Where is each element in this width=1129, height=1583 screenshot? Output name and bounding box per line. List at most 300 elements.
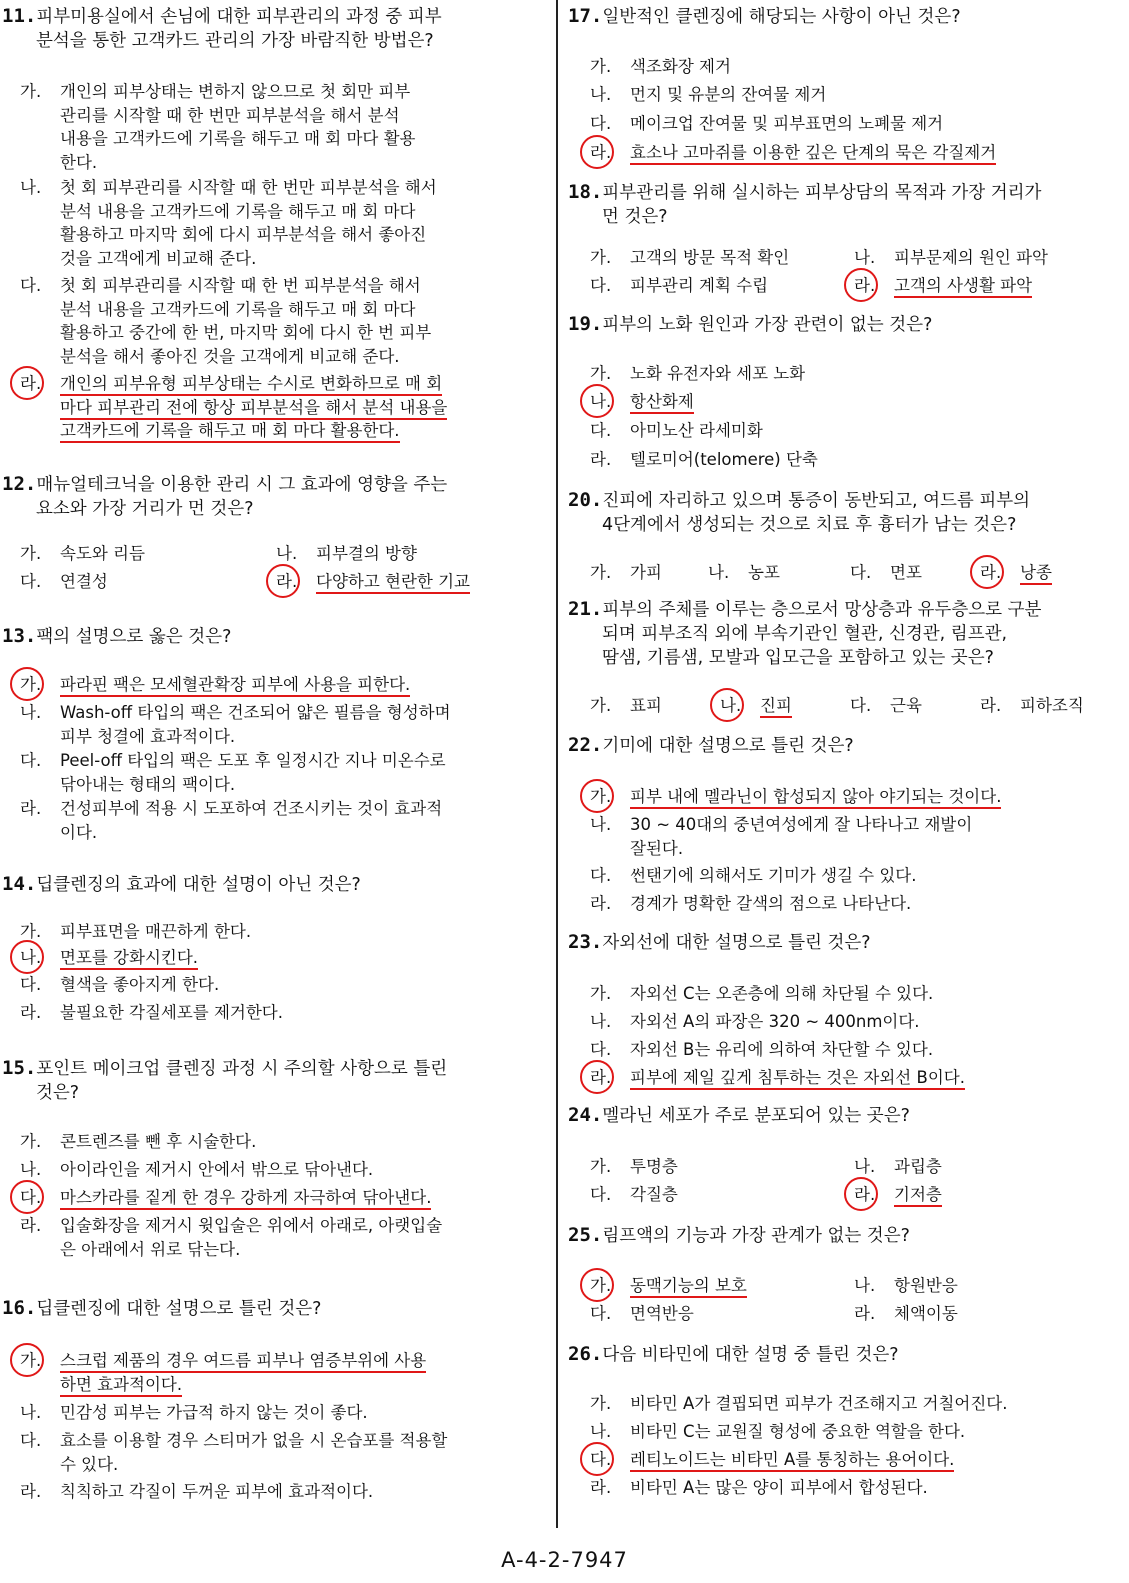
answer-option (20, 80, 540, 174)
option-text (590, 83, 1118, 107)
answer-option (590, 892, 1118, 916)
option-text (590, 1183, 844, 1207)
option-text-line: 면포 (890, 563, 922, 582)
option-text-line: 은 아래에서 위로 닦는다. (60, 1239, 241, 1259)
option-text (590, 1476, 1118, 1500)
option-text-line: 고객의 방문 목적 확인 (630, 248, 790, 267)
question-text-line: 팩의 설명으로 옳은 것은? (36, 627, 232, 647)
option-marker: 가. (590, 1394, 612, 1413)
option-text-line: 다양하고 현란한 기교 (316, 572, 470, 594)
option-text (590, 390, 1118, 414)
option-marker: 다. (20, 975, 42, 994)
option-text-line: 항산화제 (630, 392, 694, 414)
option-text-line: 효소를 이용할 경우 스티머가 없을 시 온습포를 적용할 (60, 1431, 448, 1450)
page-footer-code: A-4-2-7947 (501, 1548, 628, 1572)
option-text (590, 1010, 1118, 1034)
answer-option (590, 1448, 1118, 1472)
option-text-line: 민감성 피부는 가급적 하지 않는 것이 좋다. (60, 1403, 368, 1422)
option-text (590, 419, 1118, 443)
option-text-line: 피부 청결에 효과적이다. (60, 726, 236, 746)
question-text-line: 요소와 가장 거리가 먼 것은? (36, 499, 254, 519)
question-16 (2, 1296, 542, 1321)
option-text (854, 1302, 1118, 1326)
option-text (20, 1480, 540, 1504)
option-text (20, 701, 540, 748)
answer-option (590, 1066, 1118, 1090)
option-text-line: 효소나 고마쥐를 이용한 깊은 단계의 묵은 각질제거 (630, 143, 996, 165)
option-text (590, 785, 1118, 809)
question-number: 24. (568, 1104, 603, 1126)
question-number: 20. (568, 489, 603, 511)
option-marker: 다. (590, 1040, 612, 1059)
option-text-line: 분석 내용을 고객카드에 기록을 해두고 매 회 마다 (60, 299, 416, 319)
option-text-line: 텔로미어(telomere) 단축 (630, 450, 818, 469)
option-marker: 다. (590, 276, 612, 295)
question-number: 25. (568, 1224, 603, 1246)
option-marker: 라. (854, 1185, 876, 1204)
option-text-line: 표피 (630, 696, 662, 715)
question-text-line: 되며 피부조직 외에 부속기관인 혈관, 신경관, 림프관, (602, 624, 1008, 644)
option-marker: 가. (20, 1132, 42, 1151)
option-marker: 라. (276, 572, 298, 591)
option-text (590, 864, 1118, 888)
question-number: 26. (568, 1343, 603, 1365)
option-text (590, 1392, 1118, 1416)
option-marker: 라. (854, 1304, 876, 1323)
option-text-line: 먼지 및 유분의 잔여물 제거 (630, 85, 827, 104)
option-marker: 다. (850, 563, 872, 582)
answer-option (20, 274, 540, 368)
option-text (20, 797, 540, 844)
option-text-line: 각질층 (630, 1185, 678, 1204)
option-text (590, 55, 1118, 79)
option-text (590, 1302, 844, 1326)
answer-circle-mark (580, 1442, 614, 1476)
answer-circle-mark (970, 555, 1004, 589)
option-text (590, 813, 1118, 860)
option-marker: 다. (850, 696, 872, 715)
option-text (854, 274, 1118, 298)
answer-option (590, 1038, 1118, 1062)
option-text-line: 것을 고객에게 비교해 준다. (60, 248, 257, 268)
option-marker: 나. (854, 1157, 876, 1176)
question-22 (568, 733, 1120, 758)
option-text-line: 한다. (60, 152, 98, 172)
option-text (20, 542, 266, 566)
option-text-line: 활용하고 마지막 회에 다시 피부분석을 해서 좋아진 (60, 225, 427, 244)
answer-option (854, 274, 1118, 298)
option-marker: 다. (590, 1304, 612, 1323)
option-text-line: 건성피부에 적용 시 도포하여 건조시키는 것이 효과적 (60, 799, 443, 818)
option-text-line: 첫 회 피부관리를 시작할 때 한 번 피부분석을 해서 (60, 276, 421, 295)
option-marker: 다. (20, 1431, 42, 1450)
question-17 (568, 4, 1120, 29)
answer-option (854, 1183, 1118, 1207)
option-text-line: 피부관리 계획 수립 (630, 276, 769, 295)
answer-option (590, 141, 1118, 165)
question-text-line: 기미에 대한 설명으로 틀린 것은? (602, 736, 854, 756)
option-text-line: 스크럽 제품의 경우 여드름 피부나 염증부위에 사용 (60, 1351, 426, 1373)
option-marker: 다. (20, 751, 42, 770)
answer-option (20, 176, 540, 270)
answer-circle-mark (10, 1180, 44, 1214)
option-text-line: 면역반응 (630, 1304, 694, 1323)
answer-option (20, 570, 266, 594)
question-text-line: 딥클렌징에 대한 설명으로 틀린 것은? (36, 1299, 322, 1319)
option-text-line: 농포 (748, 563, 780, 582)
option-text-line: 투명층 (630, 1157, 678, 1176)
option-marker: 다. (590, 421, 612, 440)
option-text-line: 근육 (890, 696, 922, 715)
option-marker: 라. (20, 1482, 42, 1501)
option-text (854, 1155, 1118, 1179)
option-marker: 나. (854, 1276, 876, 1295)
option-text (276, 570, 540, 594)
option-marker: 가. (590, 984, 612, 1003)
answer-option (590, 448, 1118, 472)
option-text (590, 246, 844, 270)
option-text-line: 마다 피부관리 전에 항상 피부분석을 해서 분석 내용을 (60, 398, 447, 420)
option-marker: 가. (590, 787, 612, 806)
question-text-line: 피부의 주체를 이루는 층으로서 망상층과 유두층으로 구분 (602, 600, 1042, 620)
option-marker: 가. (20, 544, 42, 563)
option-marker: 나. (720, 696, 742, 715)
option-marker: 라. (854, 276, 876, 295)
answer-option (980, 561, 1118, 585)
answer-option (980, 694, 1118, 718)
question-text-line: 것은? (36, 1083, 80, 1103)
option-text (590, 112, 1118, 136)
option-marker: 다. (590, 1185, 612, 1204)
answer-option (20, 946, 540, 970)
option-text-line: 불필요한 각질세포를 제거한다. (60, 1003, 283, 1022)
option-text-line: Wash-off 타입의 팩은 건조되어 얇은 필름을 형성하며 (60, 703, 451, 722)
question-text-line: 피부관리를 위해 실시하는 피부상담의 목적과 가장 거리가 (602, 183, 1042, 203)
option-text (20, 570, 266, 594)
question-15 (2, 1056, 542, 1105)
option-text (590, 1038, 1118, 1062)
option-text-line: 고객의 사생활 파악 (894, 276, 1032, 298)
option-text-line: Peel-off 타입의 팩은 도포 후 일정시간 지나 미온수로 (60, 751, 446, 770)
answer-option (590, 112, 1118, 136)
answer-option (590, 785, 1118, 809)
option-text (20, 1186, 540, 1210)
answer-option (590, 274, 844, 298)
answer-option (590, 83, 1118, 107)
option-marker: 가. (590, 248, 612, 267)
answer-option (20, 920, 540, 944)
answer-option (20, 542, 266, 566)
option-text-line: 색조화장 제거 (630, 57, 731, 76)
answer-circle-mark (10, 1343, 44, 1377)
answer-option (854, 1155, 1118, 1179)
option-marker: 나. (20, 178, 42, 197)
option-marker: 나. (20, 703, 42, 722)
option-text-line: 30 ~ 40대의 중년여성에게 잘 나타나고 재발이 (630, 815, 973, 834)
option-marker: 나. (590, 1422, 612, 1441)
option-text (20, 973, 540, 997)
option-text-line: 낭종 (1020, 563, 1052, 585)
question-number: 14. (2, 873, 37, 895)
option-text (590, 141, 1118, 165)
question-text-line: 4단계에서 생성되는 것으로 치료 후 흉터가 남는 것은? (602, 515, 1017, 535)
answer-option (720, 694, 840, 718)
option-text (20, 1349, 540, 1396)
question-14 (2, 872, 542, 897)
option-marker: 라. (590, 894, 612, 913)
answer-option (590, 1302, 844, 1326)
answer-option (20, 1429, 540, 1476)
option-text-line: 피부 내에 멜라닌이 합성되지 않아 야기되는 것이다. (630, 787, 1001, 809)
option-marker: 나. (708, 563, 730, 582)
option-text-line: 분석 내용을 고객카드에 기록을 해두고 매 회 마다 (60, 201, 416, 221)
option-text (854, 1274, 1118, 1298)
question-text-line: 땀샘, 기름샘, 모발과 입모근을 포함하고 있는 곳은? (602, 648, 994, 668)
option-text (276, 542, 540, 566)
option-text-line: 칙칙하고 각질이 두꺼운 피부에 효과적이다. (60, 1482, 374, 1501)
question-text-line: 일반적인 클렌징에 해당되는 사항이 아닌 것은? (602, 7, 961, 27)
answer-circle-mark (710, 688, 744, 722)
question-text-line: 피부미용실에서 손님에 대한 피부관리의 과정 중 피부 (36, 7, 442, 27)
option-text (20, 1214, 540, 1261)
answer-option (20, 973, 540, 997)
answer-option (590, 419, 1118, 443)
question-number: 15. (2, 1057, 37, 1079)
option-text (20, 749, 540, 796)
option-marker: 라. (20, 1216, 42, 1235)
question-number: 18. (568, 181, 603, 203)
question-number: 19. (568, 313, 603, 335)
option-text-line: 분석을 해서 좋아진 것을 고객에게 비교해 준다. (60, 346, 400, 366)
answer-option (854, 246, 1118, 270)
option-text-line: 진피 (760, 696, 792, 718)
option-text-line: 개인의 피부상태는 변하지 않으므로 첫 회만 피부 (60, 82, 411, 101)
question-text-line: 림프액의 기능과 가장 관계가 없는 것은? (602, 1226, 910, 1246)
answer-option (590, 982, 1118, 1006)
answer-option (20, 673, 540, 697)
option-marker: 가. (590, 1276, 612, 1295)
option-text-line: 비타민 A가 결핍되면 피부가 건조해지고 거칠어진다. (630, 1394, 1008, 1413)
answer-option (854, 1274, 1118, 1298)
answer-option (20, 1480, 540, 1504)
question-number: 16. (2, 1297, 37, 1319)
answer-circle-mark (266, 564, 300, 598)
question-number: 23. (568, 931, 603, 953)
option-text-line: 피부문제의 원인 파악 (894, 248, 1048, 267)
question-11 (2, 4, 542, 53)
option-marker: 가. (590, 696, 612, 715)
option-marker: 다. (20, 572, 42, 591)
answer-option (20, 749, 540, 796)
option-marker: 라. (20, 799, 42, 818)
question-text-line: 먼 것은? (602, 207, 668, 227)
answer-option (708, 561, 840, 585)
answer-option (590, 362, 1118, 386)
option-text (20, 1130, 540, 1154)
option-marker: 가. (590, 57, 612, 76)
option-text-line: 잘된다. (630, 838, 684, 858)
question-number: 21. (568, 598, 603, 620)
option-text-line: 개인의 피부유형 피부상태는 수시로 변화하므로 매 회 (60, 374, 442, 396)
option-marker: 라. (590, 143, 612, 162)
option-marker: 가. (20, 675, 42, 694)
option-marker: 나. (590, 1012, 612, 1031)
answer-option (20, 372, 540, 443)
option-text (20, 1429, 540, 1476)
option-text-line: 마스카라를 짙게 한 경우 강하게 자극하여 닦아낸다. (60, 1188, 431, 1210)
option-marker: 나. (854, 248, 876, 267)
answer-circle-mark (580, 384, 614, 418)
answer-option (590, 1476, 1118, 1500)
option-text-line: 하면 효과적이다. (60, 1375, 182, 1397)
option-text (20, 1001, 540, 1025)
question-number: 12. (2, 473, 37, 495)
option-text-line: 활용하고 중간에 한 번, 마지막 회에 다시 한 번 피부 (60, 323, 432, 342)
answer-circle-mark (580, 1060, 614, 1094)
option-text (20, 920, 540, 944)
option-text-line: 동맥기능의 보호 (630, 1276, 747, 1298)
option-marker: 다. (590, 1450, 612, 1469)
option-text (854, 246, 1118, 270)
answer-circle-mark (580, 1268, 614, 1302)
question-text-line: 멜라닌 세포가 주로 분포되어 있는 곳은? (602, 1106, 910, 1126)
option-text (590, 1066, 1118, 1090)
option-marker: 가. (590, 1157, 612, 1176)
option-text-line: 기저층 (894, 1185, 942, 1207)
answer-circle-mark (844, 1177, 878, 1211)
answer-circle-mark (580, 135, 614, 169)
option-marker: 라. (590, 450, 612, 469)
question-19 (568, 312, 1120, 337)
question-18 (568, 180, 1120, 229)
option-text-line: 혈색을 좋아지게 한다. (60, 975, 220, 994)
column-divider (556, 0, 558, 1528)
option-marker: 라. (20, 374, 42, 393)
option-text (590, 892, 1118, 916)
question-text-line: 다음 비타민에 대한 설명 중 틀린 것은? (602, 1345, 899, 1365)
option-marker: 라. (980, 563, 1002, 582)
option-text-line: 수 있다. (60, 1454, 119, 1474)
option-text (590, 982, 1118, 1006)
option-marker: 나. (20, 1403, 42, 1422)
option-text-line: 피부표면을 매끈하게 한다. (60, 922, 252, 941)
answer-option (590, 864, 1118, 888)
option-marker: 가. (20, 82, 42, 101)
question-text-line: 자외선에 대한 설명으로 틀린 것은? (602, 933, 871, 953)
option-text-line: 경계가 명확한 갈색의 점으로 나타난다. (630, 894, 912, 913)
question-text-line: 포인트 메이크업 클렌징 과정 시 주의할 사항으로 틀린 (36, 1059, 448, 1079)
question-text-line: 딥클렌징의 효과에 대한 설명이 아닌 것은? (36, 875, 361, 895)
answer-option (590, 55, 1118, 79)
question-text-line: 매뉴얼테크닉을 이용한 관리 시 그 효과에 영향을 주는 (36, 475, 448, 495)
option-marker: 라. (20, 1003, 42, 1022)
option-text-line: 닦아내는 형태의 팩이다. (60, 774, 236, 794)
answer-option (590, 1392, 1118, 1416)
answer-option (590, 1183, 844, 1207)
option-marker: 나. (590, 392, 612, 411)
option-marker: 나. (20, 948, 42, 967)
answer-option (590, 390, 1118, 414)
question-number: 22. (568, 734, 603, 756)
option-text-line: 자외선 C는 오존층에 의해 차단될 수 있다. (630, 984, 934, 1003)
option-text-line: 체액이동 (894, 1304, 958, 1323)
answer-option (590, 694, 710, 718)
option-text-line: 관리를 시작할 때 한 번만 피부분석을 해서 분석 (60, 105, 400, 125)
question-26 (568, 1342, 1120, 1367)
option-text (20, 673, 540, 697)
answer-circle-mark (10, 366, 44, 400)
option-text-line: 피부결의 방향 (316, 544, 417, 563)
option-text (20, 372, 540, 443)
question-23 (568, 930, 1120, 955)
answer-option (20, 1186, 540, 1210)
option-text (20, 176, 540, 270)
answer-circle-mark (580, 779, 614, 813)
question-text-line: 분석을 통한 고객카드 관리의 가장 바람직한 방법은? (36, 31, 434, 51)
option-text-line: 썬탠기에 의해서도 기미가 생길 수 있다. (630, 866, 917, 885)
option-marker: 나. (590, 85, 612, 104)
option-text (590, 1448, 1118, 1472)
option-marker: 가. (590, 364, 612, 383)
option-text-line: 노화 유전자와 세포 노화 (630, 364, 806, 383)
question-24 (568, 1103, 1120, 1128)
answer-option (20, 1158, 540, 1182)
option-marker: 라. (590, 1478, 612, 1497)
option-text-line: 비타민 A는 많은 양이 피부에서 합성된다. (630, 1478, 928, 1497)
option-text (590, 448, 1118, 472)
question-25 (568, 1223, 1120, 1248)
answer-option (20, 1214, 540, 1261)
answer-option (20, 701, 540, 748)
answer-option (590, 1420, 1118, 1444)
option-marker: 가. (20, 1351, 42, 1370)
option-marker: 나. (276, 544, 298, 563)
option-text-line: 고객카드에 기록을 해두고 매 회 마다 활용한다. (60, 421, 400, 443)
option-text-line: 가피 (630, 563, 662, 582)
option-text-line: 피부에 제일 깊게 침투하는 것은 자외선 B이다. (630, 1068, 965, 1090)
option-text-line: 피하조직 (1020, 696, 1084, 715)
question-21 (568, 597, 1120, 670)
option-text (590, 1420, 1118, 1444)
answer-circle-mark (10, 667, 44, 701)
option-marker: 나. (20, 1160, 42, 1179)
option-text (20, 80, 540, 174)
option-marker: 나. (590, 815, 612, 834)
option-text-line: 메이크업 잔여물 및 피부표면의 노폐물 제거 (630, 114, 944, 133)
option-text-line: 첫 회 피부관리를 시작할 때 한 번만 피부분석을 해서 (60, 178, 437, 197)
answer-option (276, 570, 540, 594)
answer-option (20, 1401, 540, 1425)
option-text-line: 아이라인을 제거시 안에서 밖으로 닦아낸다. (60, 1160, 374, 1179)
option-text-line: 입술화장을 제거시 윗입술은 위에서 아래로, 아랫입술 (60, 1216, 443, 1235)
answer-circle-mark (10, 940, 44, 974)
answer-option (20, 1130, 540, 1154)
option-text-line: 파라핀 팩은 모세혈관확장 피부에 사용을 피한다. (60, 675, 410, 697)
answer-option (20, 1349, 540, 1396)
option-text-line: 아미노산 라세미화 (630, 421, 763, 440)
question-number: 11. (2, 5, 37, 27)
option-text (590, 1155, 844, 1179)
answer-option (590, 561, 698, 585)
answer-option (20, 1001, 540, 1025)
option-text-line: 항원반응 (894, 1276, 958, 1295)
option-text (20, 1401, 540, 1425)
option-text-line: 자외선 A의 파장은 320 ~ 400nm이다. (630, 1012, 920, 1031)
option-marker: 가. (20, 922, 42, 941)
option-marker: 다. (590, 866, 612, 885)
option-text-line: 속도와 리듬 (60, 544, 145, 563)
question-12 (2, 472, 542, 521)
